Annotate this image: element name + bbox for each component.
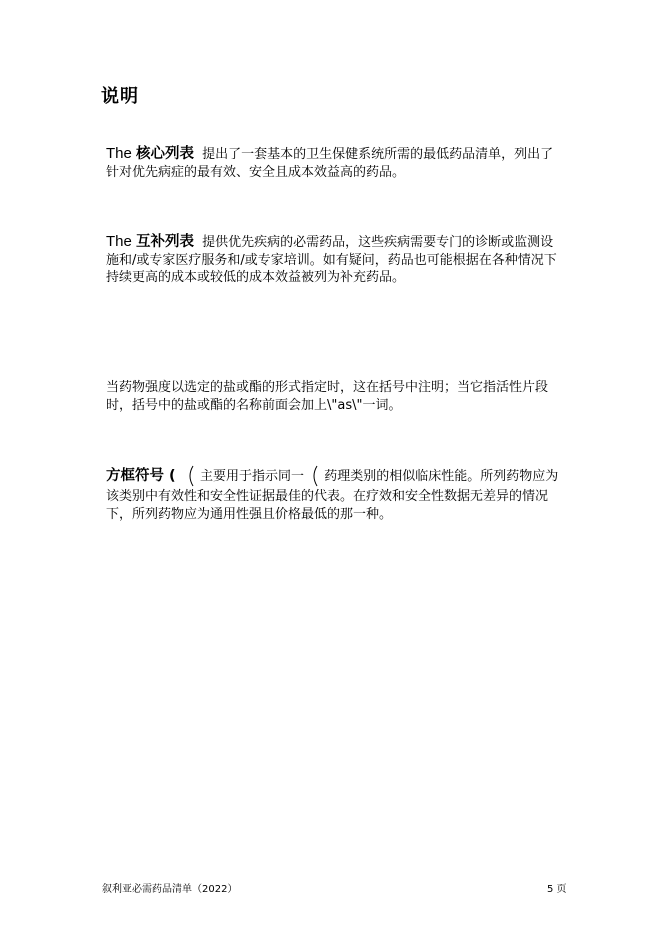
core-list-text: 提出了一套基本的卫生保健系统所需的最低药品清单，列出了针对优先病症的最有效、安全且成本效益高的药品。 (106, 147, 554, 180)
square-box-term: 方框符号 ( (106, 468, 176, 484)
page-heading: 说明 (101, 86, 139, 107)
footer-page-number: 5 页 (547, 884, 567, 895)
complementary-list-term: 互补列表 (136, 234, 194, 250)
core-list-term: 核心列表 (136, 146, 194, 162)
core-list-prefix: The (106, 145, 132, 162)
square-box-text-after: 药理类别的相似临床性能。所列药物应为该类别中有效性和安全性证据最佳的代表。在疗效和安全性数据无差异的情况下，所列药物应为通用性强且价格最低的那一种。 (106, 469, 559, 522)
square-box-inline-symbol-icon (308, 464, 320, 488)
complementary-list-paragraph (106, 233, 566, 287)
complementary-list-prefix: The (106, 233, 132, 250)
square-box-text-before: 主要用于指示同一 (199, 469, 304, 484)
square-box-symbol-icon (184, 464, 196, 488)
footer-title: 叙利亚必需药品清单（2022） (102, 884, 238, 895)
square-box-paragraph (106, 464, 566, 523)
salt-ester-text: 当药物强度以选定的盐或酯的形式指定时，这在括号中注明；当它指活性片段时，括号中的盐或酯的名称前面会加上\"as\"一词。 (106, 380, 549, 413)
salt-ester-paragraph (106, 379, 566, 414)
complementary-list-text: 提供优先疾病的必需药品，这些疾病需要专门的诊断或监测设施和/或专家医疗服务和/或专家培训。如有疑问，药品也可能根据在各种情况下持续更高的成本或较低的成本效益被列为补充药品。 (106, 235, 557, 285)
core-list-paragraph (106, 145, 566, 181)
